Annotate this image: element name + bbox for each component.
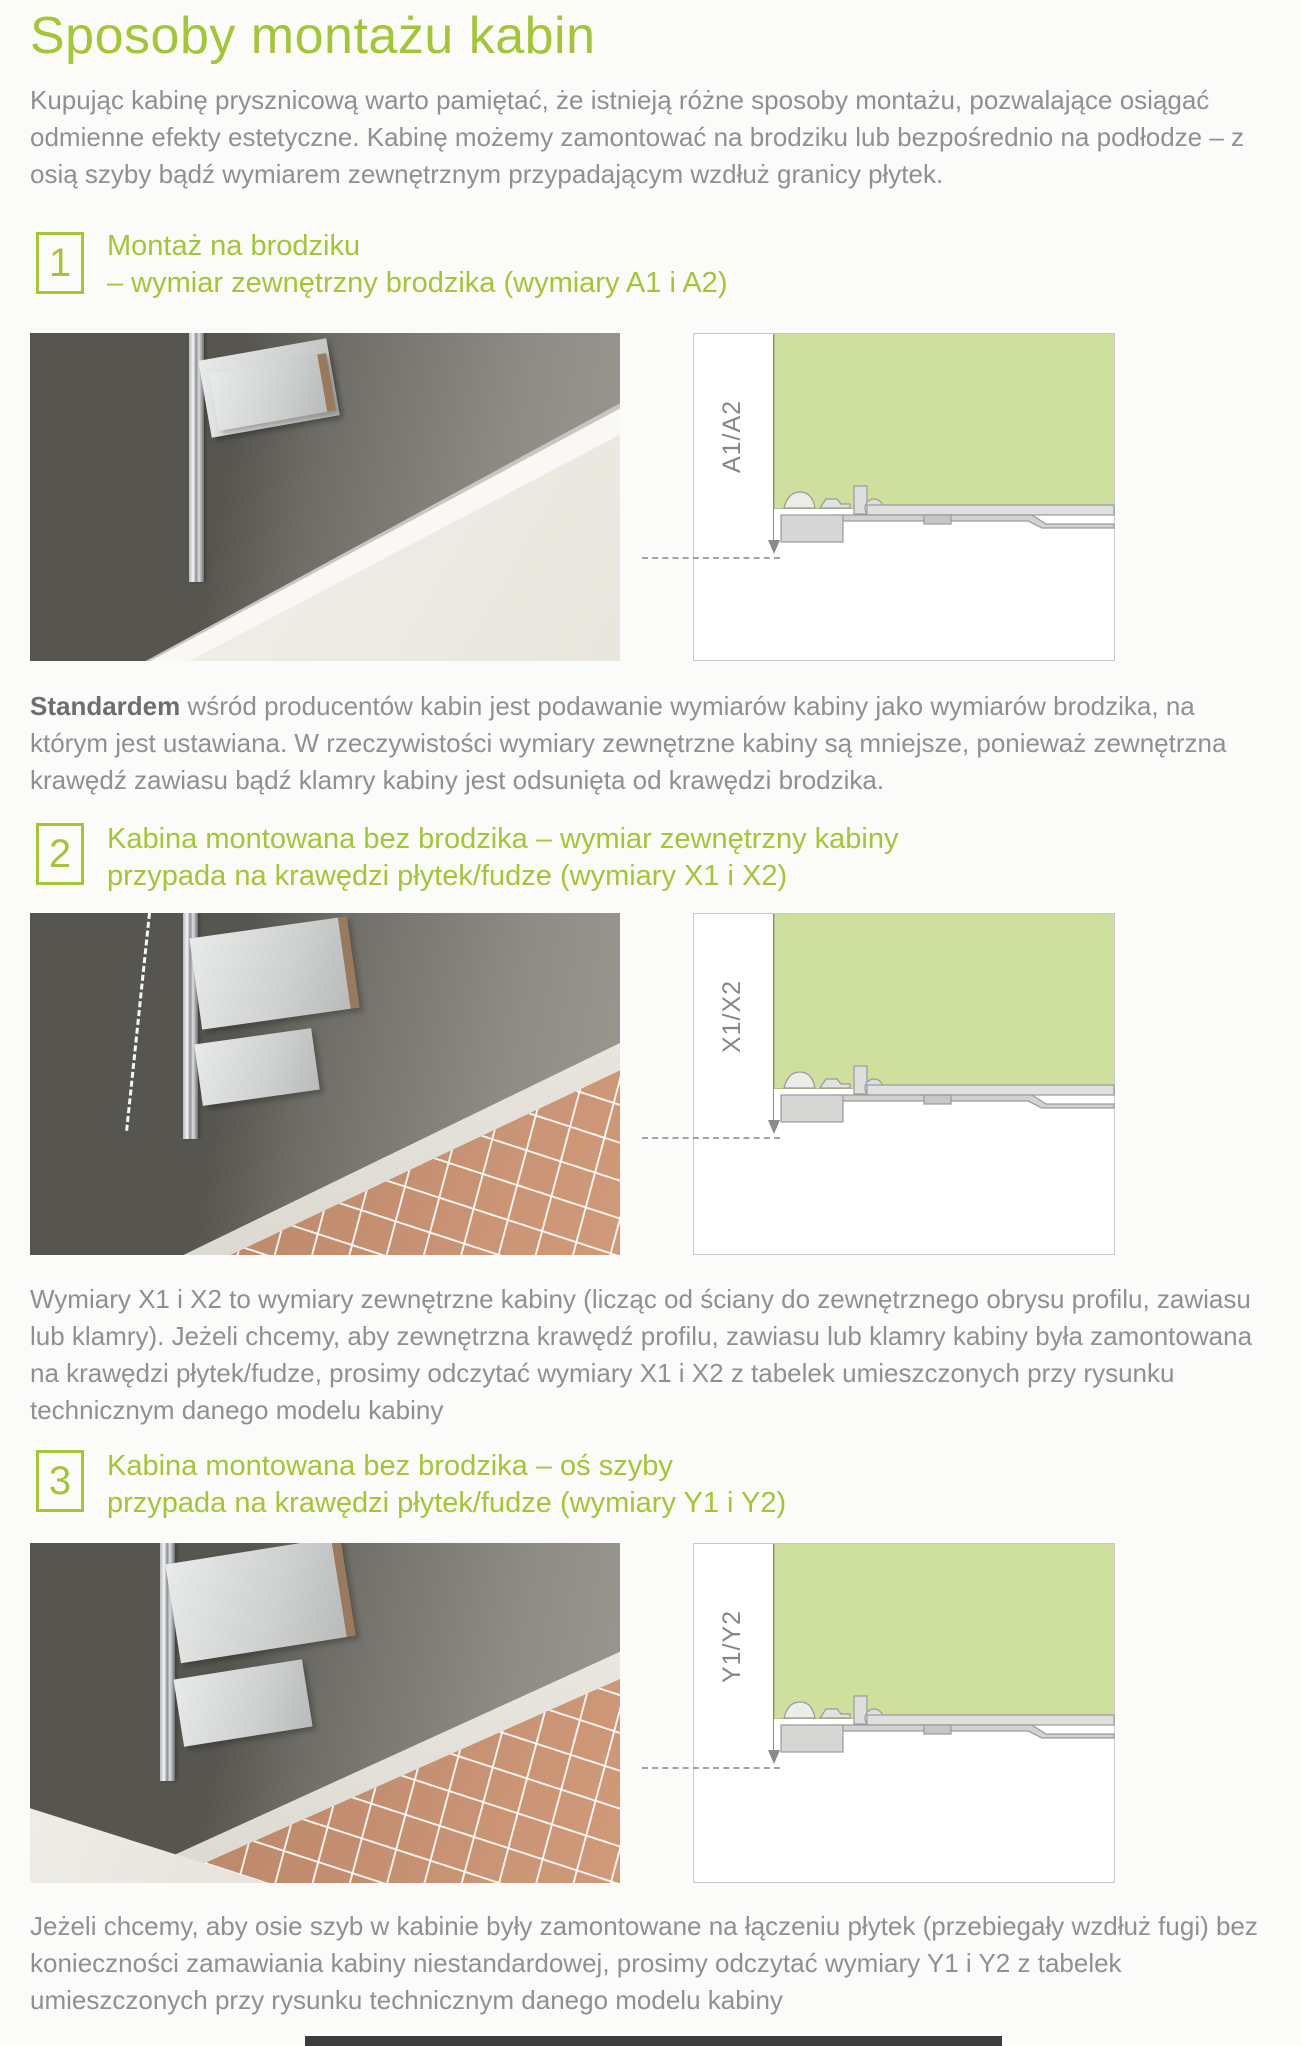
photo-tiles-outer-edge xyxy=(30,913,620,1255)
paragraph-y1-y2: Jeżeli chcemy, aby osie szyb w kabinie były zamontowane na łączeniu płytek (przebiegały wzdłuż fugi) bez konieczności zamawiania kabiny niestandardowej, prosimy odczytać wymiary Y1 i Y2 z tabelek umieszczonych przy rysunku technicznym danego modelu kabiny xyxy=(30,1911,1258,2015)
glass-panel-area xyxy=(774,914,1114,1089)
section-3-heading xyxy=(107,1448,1257,1522)
section-2-number-box: 2 xyxy=(36,823,84,885)
section-2-heading-line2: przypada na krawędzi płytek/fudze (wymiary X1 i X2) xyxy=(107,860,788,892)
dimension-dashed-baseline xyxy=(642,1767,780,1769)
paragraph-standard xyxy=(30,688,1272,799)
dimension-label-wrap xyxy=(694,344,772,529)
dimension-label: X1/X2 xyxy=(718,979,747,1054)
paragraph-standard-bold: Standardem xyxy=(30,691,181,721)
dimension-label-wrap xyxy=(694,924,772,1109)
dimension-arrowhead-icon xyxy=(768,540,780,554)
diagram-x1-x2 xyxy=(693,913,1115,1255)
section-1-heading-line2: – wymiar zewnętrzny brodzika (wymiary A1 i A2) xyxy=(107,267,728,299)
dimension-line xyxy=(773,334,774,540)
diagram-y1-y2 xyxy=(693,1543,1115,1883)
dimension-arrowhead-icon xyxy=(768,1750,780,1764)
section-1-heading xyxy=(107,228,1257,302)
page-title: Sposoby montażu kabin xyxy=(30,7,596,65)
floor-profile-cross-section xyxy=(774,1064,1115,1129)
section-3-number-box: 3 xyxy=(36,1450,84,1512)
dimension-label: A1/A2 xyxy=(718,399,747,474)
dimension-dashed-baseline xyxy=(642,557,780,559)
footer-dark-bar xyxy=(305,2036,1002,2046)
glass-panel-area xyxy=(774,1544,1114,1719)
section-1-number-box: 1 xyxy=(36,232,84,294)
dimension-label: Y1/Y2 xyxy=(718,1609,747,1684)
section-2-heading xyxy=(107,821,1257,895)
paragraph-standard-text: wśród producentów kabin jest podawanie wymiarów kabiny jako wymiarów brodzika, na którym jest ustawiana. W rzeczywistości wymiary zewnętrzne kabiny są mniejsze, ponieważ zewnętrzna krawędź zawiasu bądź klamry kabiny jest odsunięta od krawędzi brodzika. xyxy=(30,691,1227,795)
dimension-dashed-baseline xyxy=(642,1137,780,1139)
dimension-label-wrap xyxy=(694,1554,772,1739)
floor-profile-cross-section xyxy=(774,1694,1115,1759)
dimension-line xyxy=(773,1544,774,1750)
photo-tiles-glass-axis xyxy=(30,1543,620,1883)
section-3-heading-line2: przypada na krawędzi płytek/fudze (wymiary Y1 i Y2) xyxy=(107,1487,787,1519)
tray-profile-cross-section xyxy=(774,484,1115,549)
photo-shower-tray-hinge xyxy=(30,333,620,661)
dimension-arrowhead-icon xyxy=(768,1120,780,1134)
diagram-a1-a2 xyxy=(693,333,1115,661)
dimension-line xyxy=(773,914,774,1120)
section-2-heading-line1: Kabina montowana bez brodzika – wymiar zewnętrzny kabiny xyxy=(107,823,899,855)
glass-panel-area xyxy=(774,334,1114,509)
section-3-heading-line1: Kabina montowana bez brodzika – oś szyby xyxy=(107,1450,673,1482)
section-1-heading-line1: Montaż na brodziku xyxy=(107,230,361,262)
paragraph-x1-x2: Wymiary X1 i X2 to wymiary zewnętrzne kabiny (licząc od ściany do zewnętrznego obrysu profilu, zawiasu lub klamry). Jeżeli chcemy, aby zewnętrzna krawędź profilu, zawiasu lub klamry kabiny była zamontowana na krawędzi płytek/fudze, prosimy odczytać wymiary X1 i X2 z tabelek umieszczonych przy rysunku technicznym danego modelu kabiny xyxy=(30,1284,1253,1425)
intro-paragraph: Kupując kabinę prysznicową warto pamiętać, że istnieją różne sposoby montażu, pozwalające osiągać odmienne efekty estetyczne. Kabinę możemy zamontować na brodziku lub bezpośrednio na podłodze – z osią szyby bądź wymiarem zewnętrznym przypadającym wzdłuż granicy płytek. xyxy=(30,85,1245,189)
